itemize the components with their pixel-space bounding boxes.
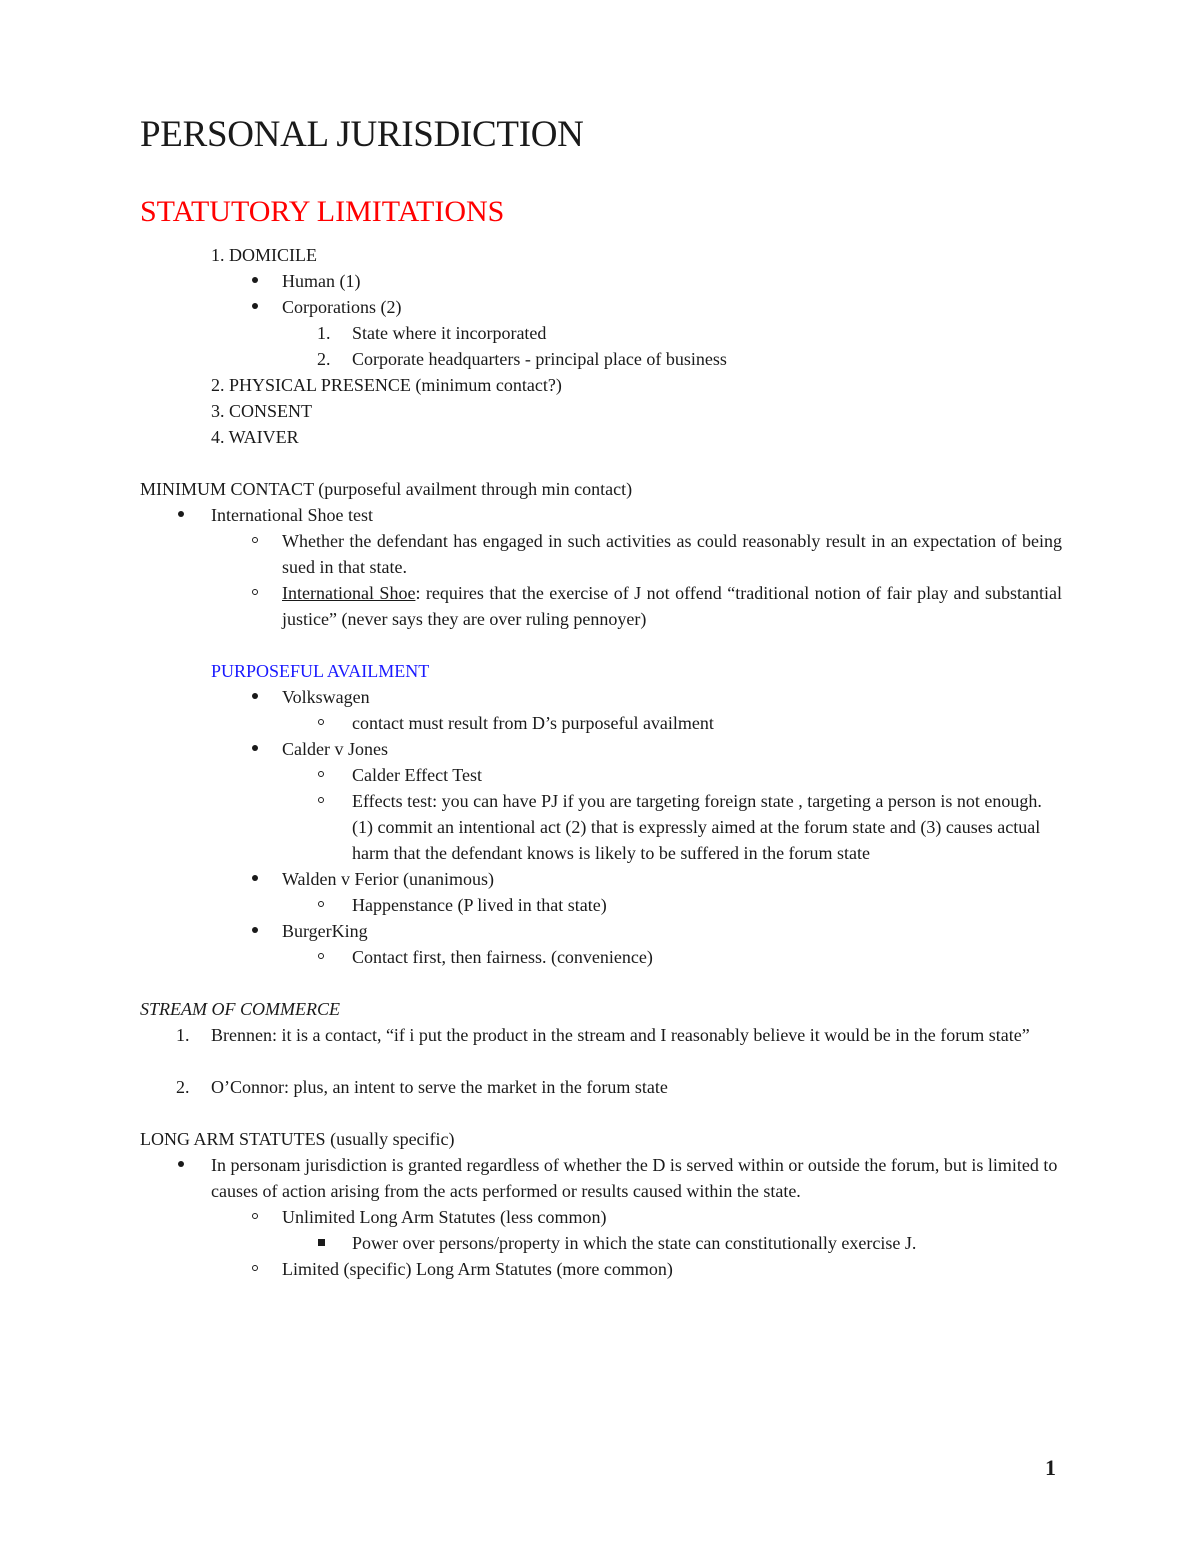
purposeful-availment-heading: PURPOSEFUL AVAILMENT bbox=[211, 661, 430, 681]
circle-bullet-icon bbox=[318, 953, 324, 959]
human-item: Human (1) bbox=[282, 271, 361, 291]
circle-bullet-icon bbox=[252, 589, 258, 595]
bullet-icon bbox=[178, 1161, 184, 1167]
burgerking-item: BurgerKing bbox=[282, 921, 368, 941]
shoe-rule-item bbox=[282, 580, 1062, 632]
stream-of-commerce-heading: STREAM OF COMMERCE bbox=[140, 999, 340, 1019]
shoe-case-name: International Shoe bbox=[282, 583, 416, 603]
brennen-item: Brennen: it is a contact, “if i put the product in the stream and I reasonably believe it would be in the forum state” bbox=[211, 1025, 1030, 1045]
intl-shoe-test-item: International Shoe test bbox=[211, 505, 373, 525]
circle-bullet-icon bbox=[318, 771, 324, 777]
domicile-item: 1. DOMICILE bbox=[211, 245, 317, 265]
bullet-icon bbox=[252, 927, 258, 933]
list-number: 2. bbox=[317, 349, 331, 369]
calder-item: Calder v Jones bbox=[282, 739, 388, 759]
bullet-icon bbox=[252, 693, 258, 699]
list-number: 1. bbox=[317, 323, 331, 343]
burgerking-note: Contact first, then fairness. (convenience) bbox=[352, 947, 653, 967]
corp-state-item: State where it incorporated bbox=[352, 323, 547, 343]
calder-note-1: Calder Effect Test bbox=[352, 765, 483, 785]
corporations-item: Corporations (2) bbox=[282, 297, 402, 317]
bullet-icon bbox=[252, 875, 258, 881]
bullet-icon bbox=[252, 745, 258, 751]
page-number: 1 bbox=[1045, 1455, 1056, 1480]
bullet-icon bbox=[252, 303, 258, 309]
unlimited-item: Unlimited Long Arm Statutes (less common) bbox=[282, 1207, 607, 1227]
circle-bullet-icon bbox=[252, 1213, 258, 1219]
calder-note-2: Effects test: you can have PJ if you are targeting foreign state , targeting a person is not enough. (1) commit an intentional act (2) that is expressly aimed at the forum state and (3) causes actual harm that the defendant knows is likely to be suffered in the forum state bbox=[352, 791, 1042, 863]
oconnor-item: O’Connor: plus, an intent to serve the market in the forum state bbox=[211, 1077, 668, 1097]
volkswagen-note: contact must result from D’s purposeful availment bbox=[352, 713, 714, 733]
shoe-rule-text: : requires that the exercise of J not offend “traditional notion of fair play and substantial justice” (never says they are over ruling pennoyer) bbox=[282, 583, 1062, 629]
walden-note: Happenstance (P lived in that state) bbox=[352, 895, 607, 915]
in-personam-item: In personam jurisdiction is granted regardless of whether the D is served within or outside the forum, but is limited to causes of action arising from the acts performed or results caused within the state. bbox=[211, 1155, 1058, 1201]
whether-item: Whether the defendant has engaged in such activities as could reasonably result in an expectation of being sued in that state. bbox=[282, 531, 1062, 577]
bullet-icon bbox=[178, 511, 184, 517]
minimum-contact-heading: MINIMUM CONTACT (purposeful availment through min contact) bbox=[140, 479, 633, 499]
bullet-icon bbox=[252, 277, 258, 283]
list-number: 2. bbox=[176, 1077, 190, 1097]
consent-item: 3. CONSENT bbox=[211, 401, 313, 421]
square-bullet-icon bbox=[318, 1239, 325, 1246]
circle-bullet-icon bbox=[318, 901, 324, 907]
page-title: PERSONAL JURISDICTION bbox=[140, 114, 584, 155]
physical-presence-item: 2. PHYSICAL PRESENCE (minimum contact?) bbox=[211, 375, 562, 395]
corp-hq-item: Corporate headquarters - principal place of business bbox=[352, 349, 727, 369]
waiver-item: 4. WAIVER bbox=[211, 427, 299, 447]
long-arm-heading: LONG ARM STATUTES (usually specific) bbox=[140, 1129, 455, 1149]
circle-bullet-icon bbox=[318, 797, 324, 803]
list-number: 1. bbox=[176, 1025, 190, 1045]
statutory-heading: STATUTORY LIMITATIONS bbox=[140, 195, 505, 228]
circle-bullet-icon bbox=[252, 1265, 258, 1271]
walden-item: Walden v Ferior (unanimous) bbox=[282, 869, 495, 889]
circle-bullet-icon bbox=[318, 719, 324, 725]
circle-bullet-icon bbox=[252, 537, 258, 543]
volkswagen-item: Volkswagen bbox=[282, 687, 370, 707]
limited-item: Limited (specific) Long Arm Statutes (more common) bbox=[282, 1259, 673, 1279]
power-item: Power over persons/property in which the state can constitutionally exercise J. bbox=[352, 1233, 917, 1253]
